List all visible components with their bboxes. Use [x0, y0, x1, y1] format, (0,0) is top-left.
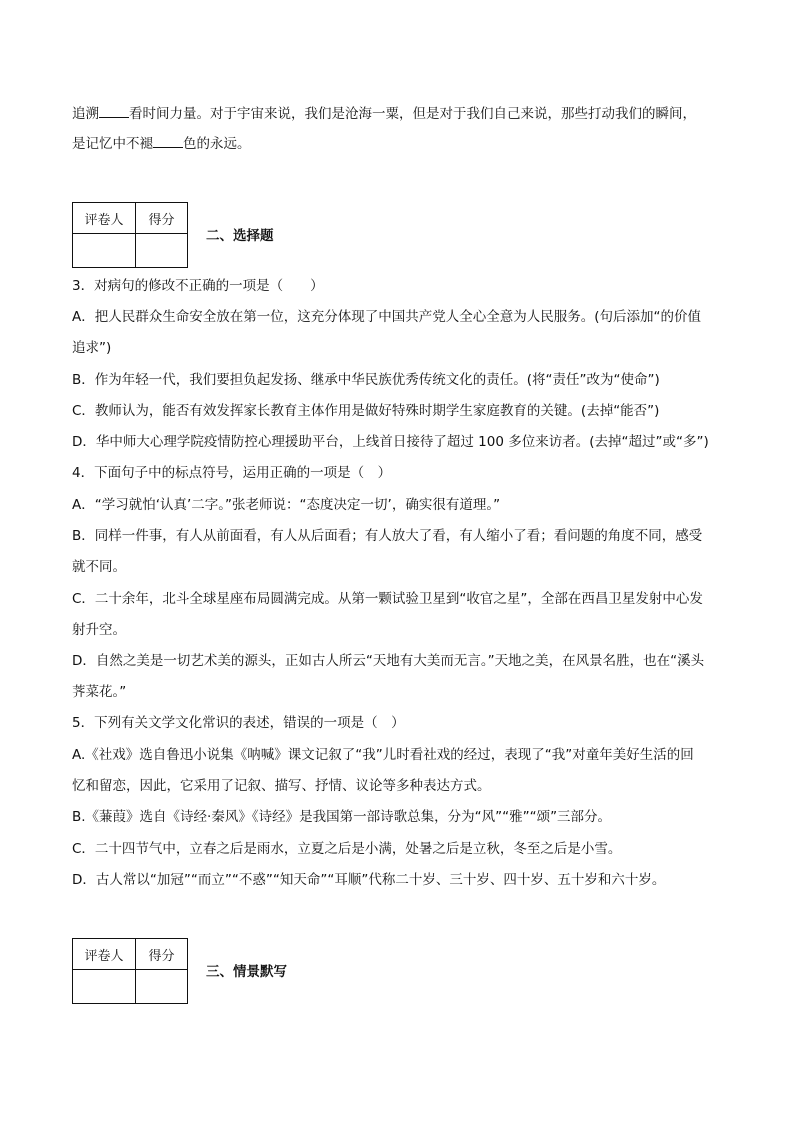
section-title: 二、选择题 — [206, 228, 274, 244]
option-a: A.《社戏》选自鲁迅小说集《呐喊》课文记叙了“我”儿时看社戏的经过，表现了“我”对童年美好生活的回 — [72, 747, 694, 763]
score-cell — [136, 234, 188, 268]
option-d: D．古人常以“加冠”“而立”“不惑”“知天命”“耳顺”代称二十岁、三十岁、四十岁、五十岁和六十岁。 — [72, 872, 666, 888]
intro-text: 看时间力量。对于宇宙来说，我们是沧海一粟，但是对于我们自己来说，那些打动我们的瞬间， — [129, 106, 696, 122]
option-b-cont: 就不同。 — [72, 559, 126, 575]
score-table — [72, 202, 188, 268]
option-b: B．同样一件事，有人从前面看，有人从后面看；有人放大了看，有人缩小了看；看问题的角度不同，感受 — [72, 528, 703, 544]
section-title: 三、情景默写 — [206, 964, 287, 980]
score-header: 得分 — [136, 939, 188, 970]
option-d: D．自然之美是一切艺术美的源头，正如古人所云“天地有大美而无言。”天地之美，在风景名胜，也在“溪头 — [72, 653, 705, 669]
option-d: D．华中师大心理学院疫情防控心理援助平台，上线首日接待了超过 100 多位来访者。(去掉“超过”或“多”) — [72, 434, 709, 450]
intro-line-2 — [72, 134, 251, 154]
intro-text: 色的永远。 — [183, 136, 251, 152]
intro-text: 是记忆中不褪 — [72, 136, 153, 152]
reviewer-cell — [73, 234, 136, 268]
question-stem: 3．对病句的修改不正确的一项是（ ） — [72, 278, 324, 294]
option-a-cont: 追求”) — [72, 340, 112, 356]
fill-blank — [153, 134, 183, 148]
option-c: C．二十四节气中，立春之后是雨水，立夏之后是小满，处暑之后是立秋，冬至之后是小雪。 — [72, 841, 622, 857]
option-d-cont: 荠菜花。” — [72, 684, 127, 700]
option-a: A．把人民群众生命安全放在第一位，这充分体现了中国共产党人全心全意为人民服务。(句后添加“的价值 — [72, 309, 701, 325]
question-stem: 4．下面句子中的标点符号，运用正确的一项是（ ） — [72, 465, 392, 481]
option-c: C．教师认为，能否有效发挥家长教育主体作用是做好特殊时期学生家庭教育的关键。(去掉“能否”) — [72, 403, 660, 419]
reviewer-cell — [73, 970, 136, 1004]
option-b: B．作为年轻一代，我们要担负起发扬、继承中华民族优秀传统文化的责任。(将“责任”改为“使命”) — [72, 372, 660, 388]
option-a-cont: 忆和留恋，因此，它采用了记叙、描写、抒情、议论等多种表达方式。 — [72, 778, 491, 794]
score-cell — [136, 970, 188, 1004]
score-table — [72, 938, 188, 1004]
fill-blank — [99, 104, 129, 118]
question-stem: 5．下列有关文学文化常识的表述，错误的一项是（ ） — [72, 715, 405, 731]
option-c: C．二十余年，北斗全球星座布局圆满完成。从第一颗试验卫星到“收官之星”，全部在西昌卫星发射中心发 — [72, 591, 703, 607]
reviewer-header: 评卷人 — [73, 939, 136, 970]
intro-line-1 — [72, 104, 696, 124]
reviewer-header: 评卷人 — [73, 203, 136, 234]
option-a: A．“学习就怕‘认真’二字。”张老师说：“态度决定一切’，确实很有道理。” — [72, 497, 501, 513]
score-header: 得分 — [136, 203, 188, 234]
option-b: B.《蒹葭》选自《诗经·秦风》《诗经》是我国第一部诗歌总集，分为“风”“雅”“颂”三部分。 — [72, 809, 612, 825]
intro-text: 追溯 — [72, 106, 99, 122]
option-c-cont: 射升空。 — [72, 622, 126, 638]
